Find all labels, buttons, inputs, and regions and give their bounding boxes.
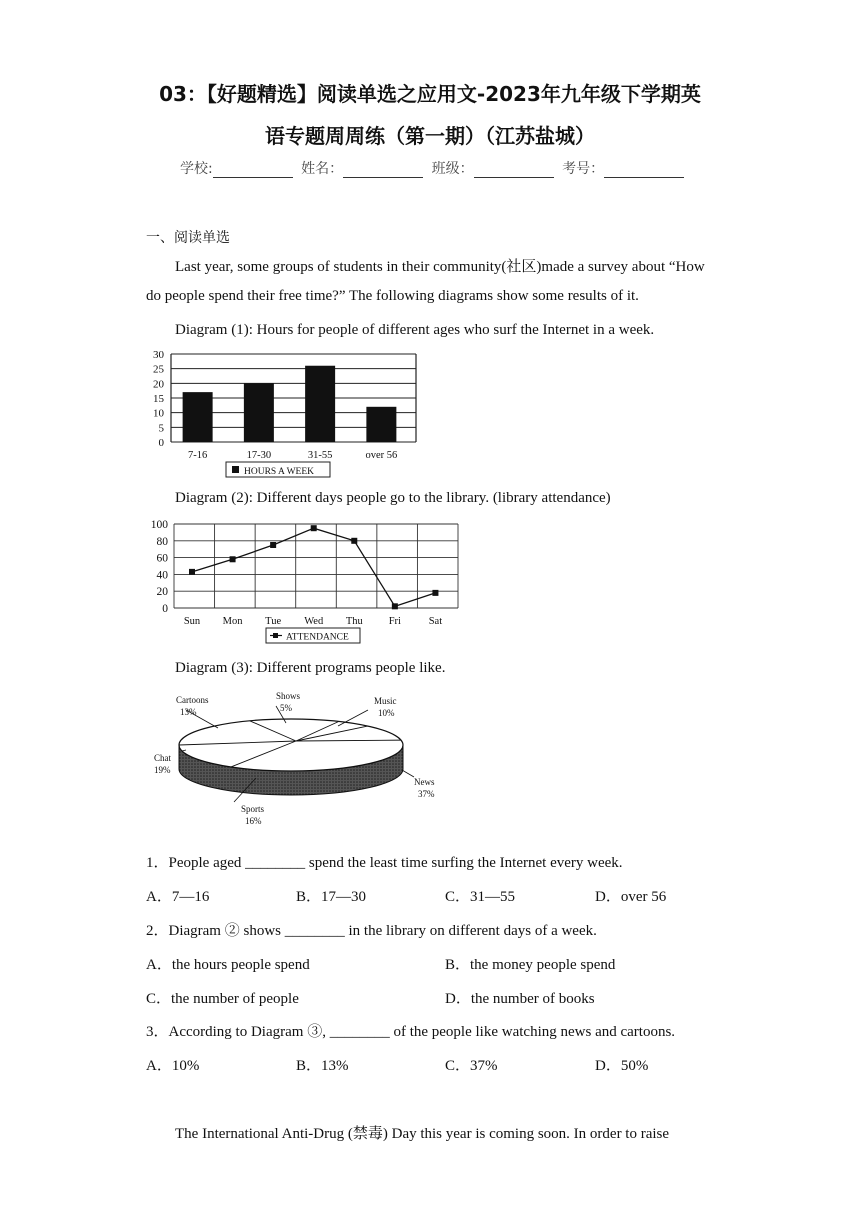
passage-line-1: Last year, some groups of students in their community(社区)made a survey about “How [175,259,705,275]
line-chart-attendance [146,516,466,648]
legend-label: HOURS A WEEK [244,467,315,477]
q1-option-a[interactable]: A．7—16 [146,889,210,905]
data-point [311,525,317,531]
x-tick-label: Thu [345,616,363,627]
x-tick-label: 7-16 [188,450,208,461]
data-point [230,556,236,562]
next-passage-line: The International Anti-Drug (禁毒) Day this year is coming soon. In order to raise [175,1126,670,1142]
y-tick-label: 20 [156,586,168,599]
x-tick-label: Wed [304,616,324,627]
leader-line [402,770,414,777]
exam-no-blank [604,163,684,178]
x-tick-label: Tue [265,616,282,627]
slice-label: Sports [241,804,265,814]
bar-chart-hours [146,348,426,480]
q2-option-a[interactable]: A．the hours people spend [146,957,310,973]
bar [183,392,213,442]
bar [366,407,396,442]
passage-line-2: do people spend their free time?” The following diagrams show some results of it. [146,288,639,304]
q1-option-c[interactable]: C．31—55 [445,889,516,905]
question-1-stem: 1．People aged ________ spend the least time surfing the Internet every week. [146,855,623,871]
q3-option-c[interactable]: C．37% [445,1058,498,1074]
question-2-stem: 2．Diagram ② shows ________ in the library on different days of a week. [146,923,597,939]
slice-percent: 13% [180,707,197,717]
y-tick-label: 10 [153,407,164,420]
x-tick-label: Sun [183,616,201,627]
x-tick-label: Fri [388,616,401,627]
slice-label: News [414,777,435,787]
student-info-line [180,158,688,178]
y-tick-label: 40 [156,569,168,582]
section-title: 一、阅读单选 [146,230,230,246]
data-point [351,538,357,544]
x-tick-label: 17-30 [246,450,272,461]
pie-top [179,719,403,771]
bar [305,366,335,442]
y-tick-label: 60 [156,552,168,565]
slice-label: Chat [154,753,171,763]
slice-percent: 16% [245,816,262,826]
page-title-line1: 03：【好题精选】阅读单选之应用文-2023年九年级下学期英 [159,82,701,106]
y-tick-label: 80 [156,535,168,548]
q1-option-b[interactable]: B．17—30 [296,889,367,905]
y-tick-label: 15 [153,393,164,405]
diagram1-caption: Diagram (1): Hours for people of different ages who surf the Internet in a week. [175,322,655,338]
pie-chart-programs [146,688,446,833]
y-tick-label: 100 [150,519,168,531]
y-tick-label: 0 [162,603,168,615]
legend-label: ATTENDANCE [286,632,349,643]
school-label: 学校: [180,161,213,177]
q3-option-d[interactable]: D．50% [595,1058,649,1074]
data-point [432,590,438,596]
class-blank [474,163,554,178]
data-point [392,603,398,609]
legend-marker [273,633,278,638]
x-tick-label: 31-55 [307,450,333,461]
data-point [189,569,195,575]
question-3-stem: 3．According to Diagram ③, ________ of the people like watching news and cartoons. [146,1024,676,1040]
slice-label: Cartoons [176,695,209,705]
legend-swatch [232,466,239,473]
q3-option-a[interactable]: A．10% [146,1058,200,1074]
slice-label: Shows [276,691,301,701]
slice-percent: 5% [280,703,292,713]
q3-option-b[interactable]: B．13% [296,1058,349,1074]
slice-percent: 10% [378,708,395,718]
page-title-line2: 语专题周周练（第一期）（江苏盐城） [265,124,595,148]
slice-percent: 37% [418,789,435,799]
y-tick-label: 0 [158,437,164,449]
slice-percent: 19% [154,765,171,775]
x-tick-label: Mon [222,616,243,627]
x-tick-label: Sat [428,616,443,627]
data-point [270,542,276,548]
q1-option-d[interactable]: D．over 56 [595,889,667,905]
class-label: 班级： [431,161,474,177]
x-tick-label: over 56 [365,450,398,461]
name-label: 姓名： [301,161,344,177]
q2-option-b[interactable]: B．the money people spend [445,957,616,973]
y-tick-label: 25 [153,363,164,376]
q2-option-d[interactable]: D．the number of books [445,991,595,1007]
diagram2-caption: Diagram (2): Different days people go to the library. (library attendance) [175,490,611,506]
name-blank [343,163,423,178]
y-tick-label: 20 [153,378,164,391]
exam-no-label: 考号： [562,161,605,177]
y-tick-label: 5 [158,422,164,435]
diagram3-caption: Diagram (3): Different programs people like. [175,660,446,676]
y-tick-label: 30 [153,349,164,361]
school-blank [213,163,293,178]
q2-option-c[interactable]: C．the number of people [146,991,299,1007]
attendance-line [192,528,435,606]
bar [244,383,274,442]
slice-label: Music [374,696,397,706]
